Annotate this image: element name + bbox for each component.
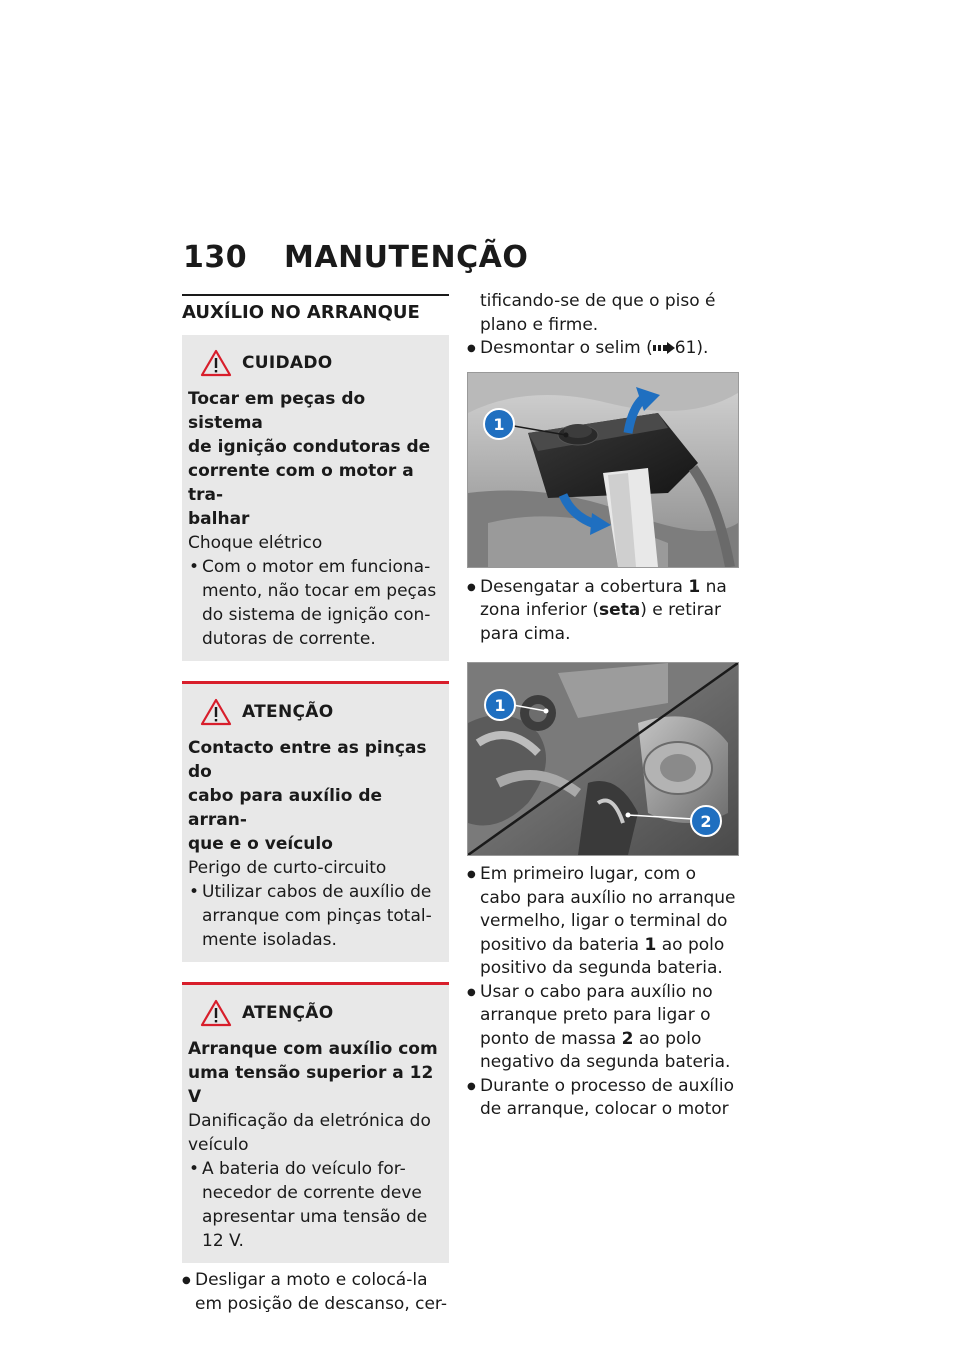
warning-remedy-line: arranque com pinças total- — [202, 906, 432, 926]
warning-subject-line: de ignição condutoras de — [188, 437, 431, 457]
warning-cause — [188, 1109, 443, 1157]
warning-level: CUIDADO — [242, 353, 333, 373]
step-line: arranque preto para ligar o — [480, 1005, 711, 1025]
step-line: cabo para auxílio no arranque — [480, 887, 736, 908]
step-text: zona inferior ( — [480, 600, 599, 620]
warning-cause: Perigo de curto-circuito — [188, 858, 387, 878]
warning-cause-line: veículo — [188, 1135, 249, 1155]
step-text: Desengatar a cobertura — [480, 576, 689, 597]
figure-image — [468, 373, 738, 567]
warning-box-attention-1 — [182, 681, 449, 962]
step-item — [182, 1269, 449, 1316]
step-item — [467, 1075, 739, 1122]
step-line: tificando-se de que o piso é — [480, 291, 716, 311]
step-line: ● Durante o processo de auxílio — [480, 1075, 734, 1096]
warning-remedy-line: necedor de corrente deve — [202, 1183, 422, 1203]
warning-header — [200, 999, 443, 1027]
warning-remedy — [188, 1157, 443, 1253]
callout-2: 2 — [700, 812, 712, 831]
warning-remedy-line: • Utilizar cabos de auxílio de — [202, 882, 432, 902]
step-text: positivo da bateria — [480, 934, 645, 955]
warning-subject-line: uma tensão superior a 12 V — [188, 1063, 434, 1107]
section-title: AUXÍLIO NO ARRANQUE — [182, 294, 449, 331]
step-line: negativo da segunda bateria. — [480, 1052, 731, 1072]
step-line: ● Desligar a moto e colocá-la — [195, 1270, 428, 1290]
warning-subject-line: Tocar em peças do sistema — [188, 389, 366, 433]
warning-remedy-line: • Com o motor em funciona- — [202, 557, 431, 577]
step-line — [480, 1028, 739, 1052]
warning-subject-line: balhar — [188, 509, 250, 529]
warning-cause-line: Danificação da eletrónica do — [188, 1111, 431, 1131]
figure-seat-cover — [467, 372, 739, 568]
warning-level: ATENÇÃO — [242, 1003, 334, 1023]
step-continuation — [467, 290, 739, 337]
warning-remedy-line: 12 V. — [202, 1231, 244, 1251]
step-line: positivo da segunda bateria. — [480, 958, 723, 978]
warning-remedy-line: dutoras de corrente. — [202, 629, 376, 649]
page-reference: 61). — [674, 338, 709, 358]
warning-subject-line: Arranque com auxílio com — [188, 1039, 438, 1059]
warning-subject — [188, 736, 443, 856]
right-column — [467, 290, 739, 1122]
callout-1: 1 — [493, 414, 505, 434]
left-column — [182, 294, 449, 1316]
warning-remedy-line: mente isoladas. — [202, 930, 337, 950]
callout-ref: 1 — [644, 934, 657, 955]
step-text: Desmontar o selim ( — [480, 338, 653, 358]
step-text: ) e retirar — [640, 600, 722, 620]
chapter-title: MANUTENÇÃO — [284, 240, 529, 275]
step-line — [480, 599, 739, 623]
step-text: ponto de massa — [480, 1028, 622, 1049]
warning-box-caution — [182, 335, 449, 661]
page-reference-arrow-icon — [653, 342, 675, 354]
bold-term: seta — [599, 600, 641, 620]
warning-subject-line: corrente com o motor a tra- — [188, 461, 414, 505]
warning-remedy — [188, 880, 443, 952]
step-line: em posição de descanso, cer- — [195, 1293, 447, 1314]
step-item — [467, 981, 739, 1075]
callout-ref: 2 — [621, 1028, 634, 1049]
step-line — [480, 934, 739, 958]
figure-jump-start-connections — [467, 662, 739, 856]
warning-triangle-icon — [200, 999, 232, 1027]
callout-ref: 1 — [688, 576, 701, 597]
step-line: plano e firme. — [480, 314, 599, 335]
step-item — [467, 863, 739, 981]
step-line: de arranque, colocar o motor — [480, 1099, 729, 1119]
step-line: ● Usar o cabo para auxílio no — [480, 981, 713, 1002]
warning-level: ATENÇÃO — [242, 702, 334, 722]
page-number: 130 — [183, 240, 248, 275]
figure-image — [468, 663, 738, 855]
warning-subject-line: cabo para auxílio de arran- — [188, 786, 383, 830]
warning-subject-line: que e o veículo — [188, 834, 333, 854]
step-line: para cima. — [480, 623, 571, 644]
step-line — [480, 576, 739, 600]
warning-box-attention-2 — [182, 982, 449, 1263]
step-item — [467, 576, 739, 647]
step-text: na — [700, 576, 727, 597]
step-line: ● Em primeiro lugar, com o — [480, 864, 696, 884]
warning-cause: Choque elétrico — [188, 533, 323, 553]
warning-header — [200, 349, 443, 377]
warning-subject — [188, 387, 443, 531]
warning-remedy-line: do sistema de ignição con- — [202, 605, 431, 625]
warning-remedy — [188, 555, 443, 651]
step-item — [467, 337, 739, 361]
warning-triangle-icon — [200, 698, 232, 726]
callout-1: 1 — [494, 696, 506, 715]
warning-remedy-line: mento, não tocar em peças — [202, 581, 437, 601]
step-line: vermelho, ligar o terminal do — [480, 911, 728, 931]
warning-remedy-line: apresentar uma tensão de — [202, 1207, 428, 1227]
warning-subject-line: Contacto entre as pinças do — [188, 738, 427, 782]
warning-header — [200, 698, 443, 726]
step-text: ao polo — [633, 1028, 702, 1049]
warning-subject — [188, 1037, 443, 1109]
warning-remedy-line: • A bateria do veículo for- — [202, 1159, 406, 1179]
step-text: ao polo — [656, 934, 725, 955]
warning-triangle-icon — [200, 349, 232, 377]
